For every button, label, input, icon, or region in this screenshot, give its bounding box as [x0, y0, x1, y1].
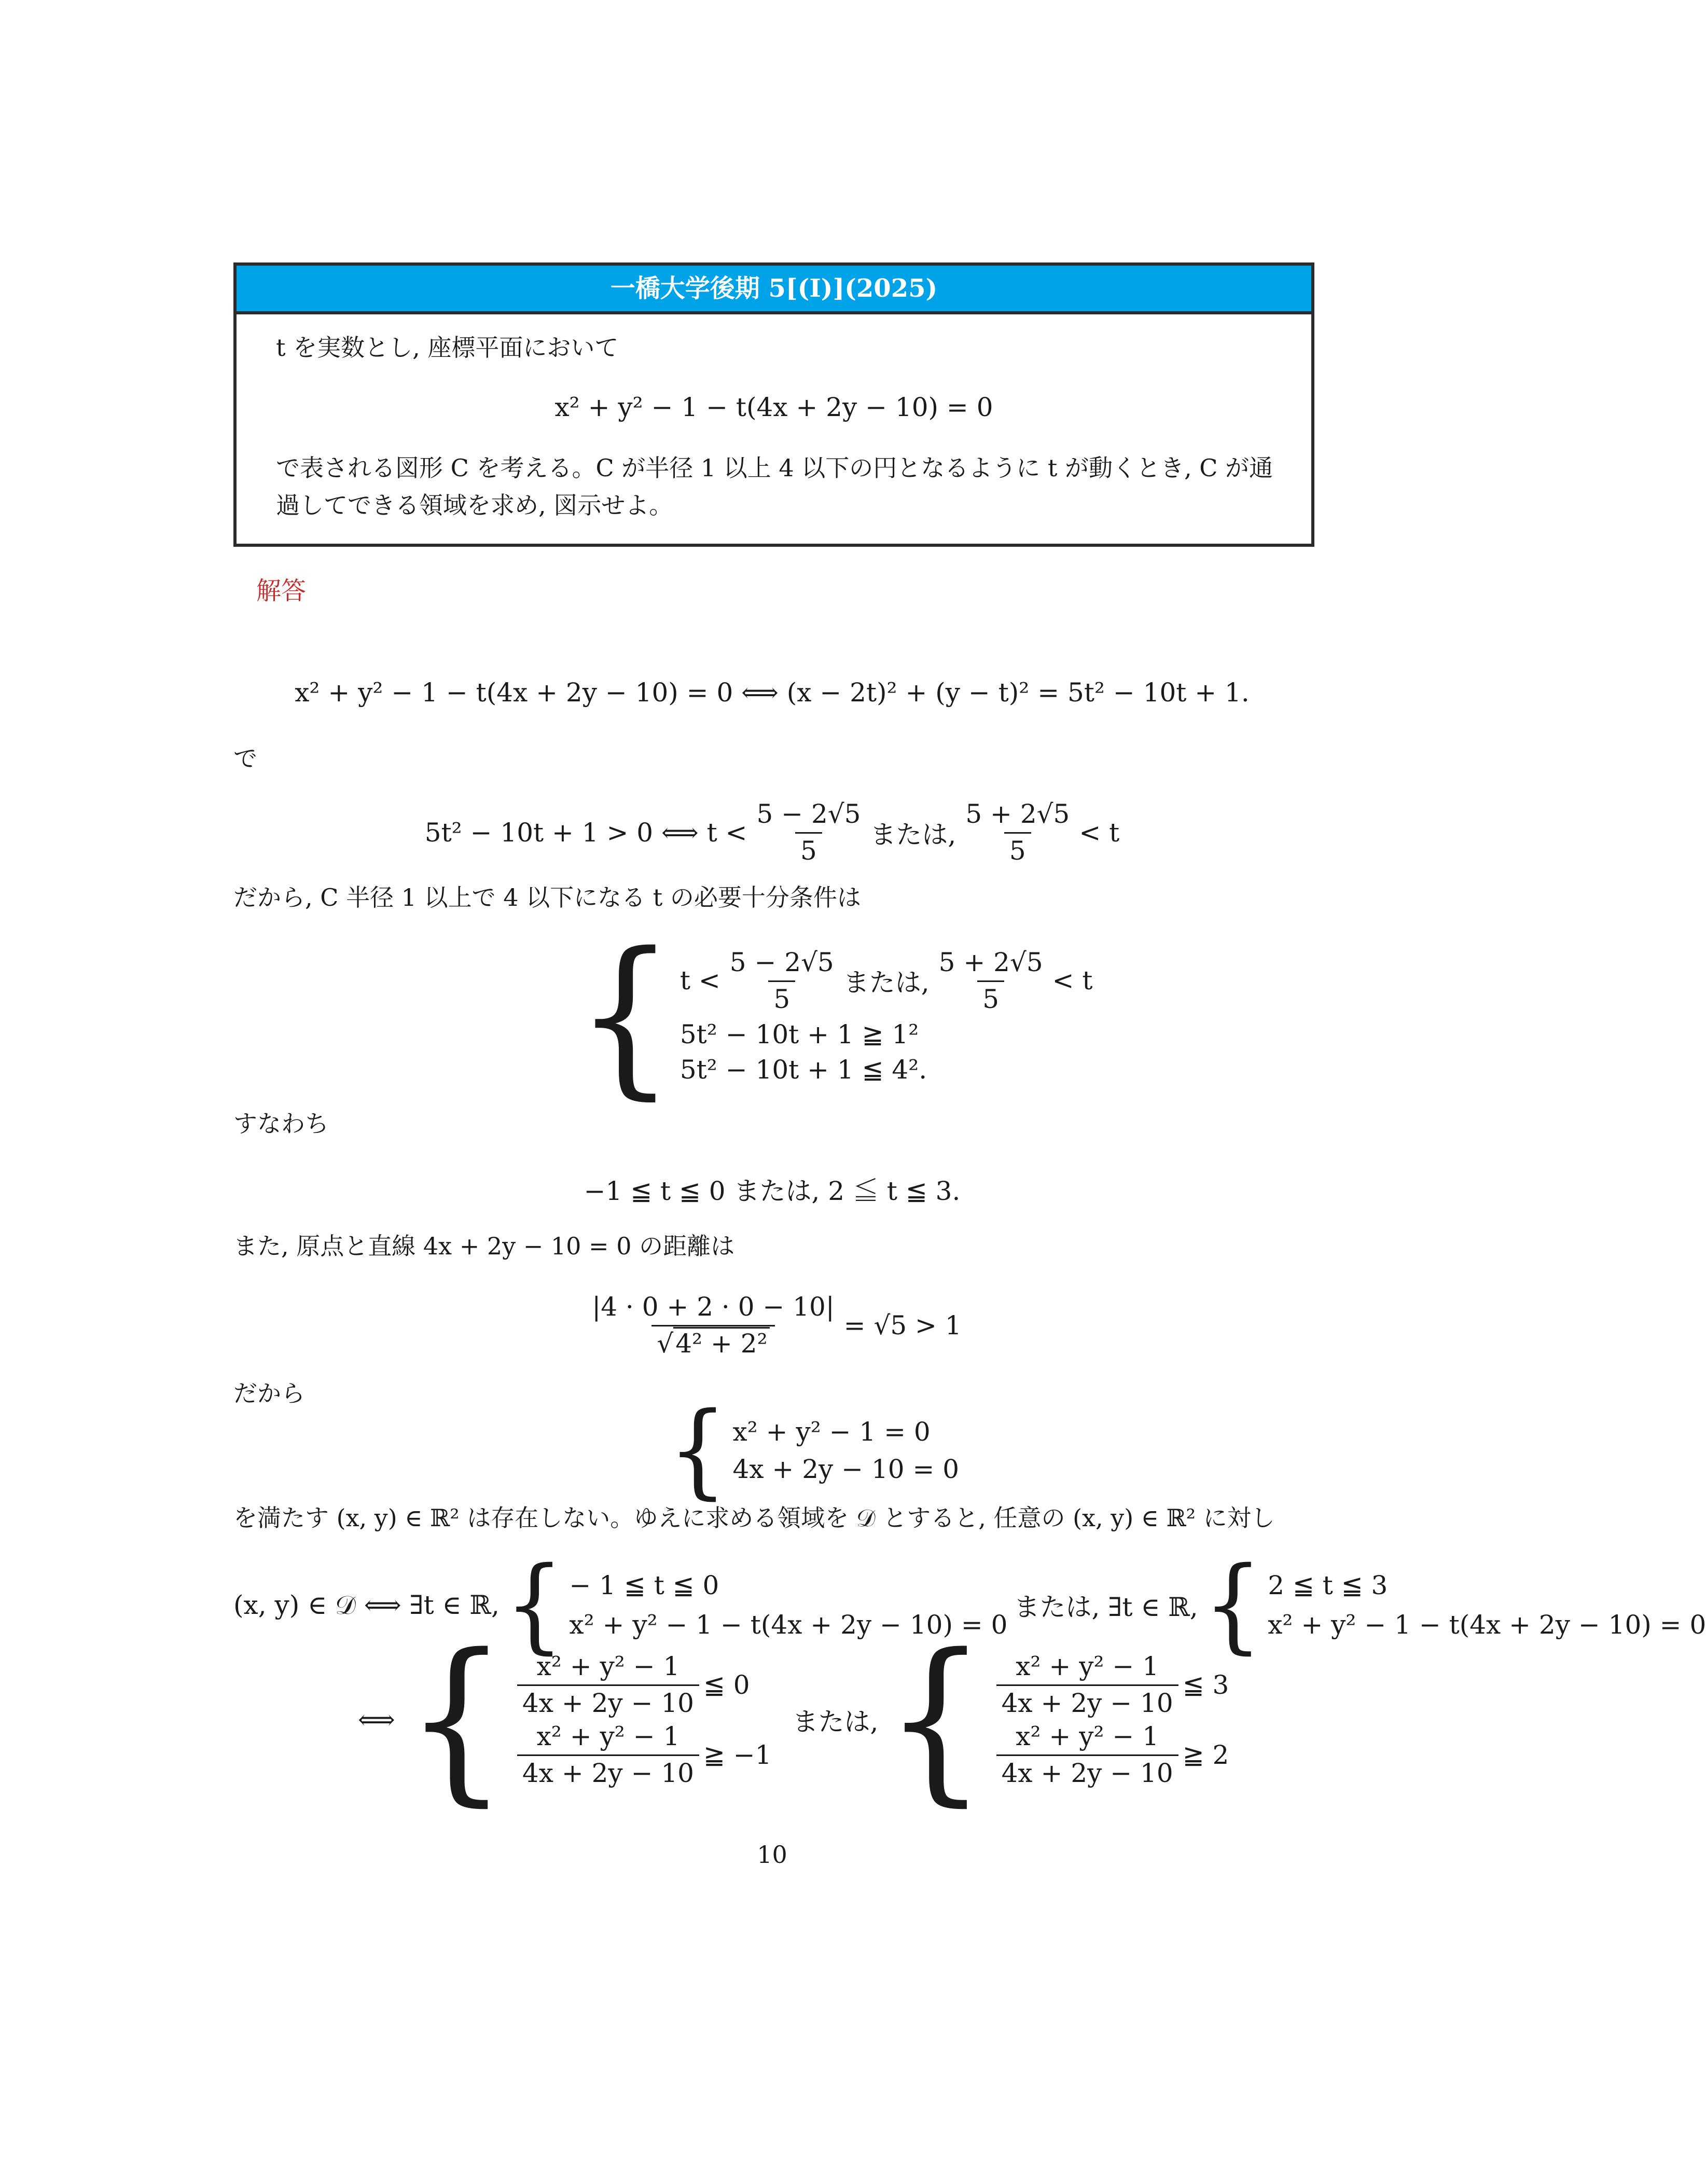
sqrt-icon: √	[657, 1329, 674, 1359]
sys1-frac-minus-den: 5	[768, 980, 795, 1014]
distance-radicand: 4² + 2²	[673, 1327, 769, 1359]
quotient-b-2	[992, 1721, 1229, 1788]
sys1-fraction-minus	[725, 947, 839, 1014]
text-de: で	[233, 744, 257, 772]
big-a-line-2: x² + y² − 1 − t(4x + 2y − 10) = 0	[569, 1610, 1008, 1640]
q-a2-rel: ≧ −1	[703, 1739, 772, 1770]
problem-box	[233, 262, 1314, 547]
q-b1-rel: ≦ 3	[1182, 1669, 1229, 1700]
problem-equation: x² + y² − 1 − t(4x + 2y − 10) = 0	[554, 392, 993, 422]
fraction-minus-denominator: 5	[795, 832, 822, 866]
system-1-line-2: 5t² − 10t + 1 ≧ 1²	[679, 1019, 919, 1049]
q-b1-den: 4x + 2y − 10	[996, 1684, 1178, 1718]
text-sunawachi: すなわち	[233, 1110, 329, 1138]
q-a1-num: x² + y² − 1	[536, 1651, 680, 1681]
distance-formula	[0, 1292, 1544, 1359]
left-brace-icon: {	[884, 1616, 987, 1822]
or-text: または,	[870, 819, 956, 850]
q-or: または,	[792, 1707, 879, 1737]
answer-label: 解答	[256, 576, 307, 605]
fraction-plus	[960, 799, 1075, 866]
region-text: を満たす (x, y) ∈ ℝ² は存在しない。ゆえに求める領域を 𝒟 とすると, 任意の (x, y) ∈ ℝ² に対し	[233, 1504, 1275, 1532]
system-1	[576, 916, 1093, 1115]
sys1-t-lt: t <	[679, 965, 720, 996]
quotient-a-1	[513, 1651, 772, 1718]
left-brace-icon: {	[1203, 1545, 1263, 1665]
sys1-lt-t: < t	[1052, 965, 1093, 996]
quotient-a-2	[513, 1721, 772, 1788]
equation-2	[0, 799, 1544, 866]
q-a1-den: 4x + 2y − 10	[517, 1684, 699, 1718]
q-b1-num: x² + y² − 1	[1016, 1651, 1159, 1681]
big-b-line-2: x² + y² − 1 − t(4x + 2y − 10) = 0	[1268, 1610, 1706, 1640]
page-number: 10	[757, 1841, 787, 1869]
system-1-line-1	[680, 947, 1093, 1014]
problem-line-2: で表される図形 C を考える。C が半径 1 以上 4 以下の円となるように t が動くとき, C が通	[276, 454, 1273, 482]
fraction-minus	[751, 799, 866, 866]
iff-symbol: ⟺	[358, 1705, 395, 1735]
fraction-minus-numerator: 5 − 2√5	[756, 799, 861, 829]
fraction-plus-numerator: 5 + 2√5	[965, 799, 1070, 829]
sys1-frac-plus-num: 5 + 2√5	[938, 947, 1043, 977]
distance-fraction	[587, 1292, 839, 1359]
system-2-line-2: 4x + 2y − 10 = 0	[732, 1454, 960, 1484]
q-b2-den: 4x + 2y − 10	[996, 1754, 1178, 1788]
distance-denominator	[651, 1325, 774, 1359]
distance-numerator: |4 · 0 + 2 · 0 − 10|	[592, 1292, 835, 1322]
system-1-line-3: 5t² − 10t + 1 ≦ 4².	[679, 1054, 927, 1085]
problem-line-3: 過してできる領域を求め, 図示せよ。	[276, 491, 673, 519]
sys1-frac-plus-den: 5	[977, 980, 1004, 1014]
left-brace-icon: {	[668, 1390, 728, 1510]
problem-header: 一橋大学後期 5[(I)](2025)	[237, 266, 1311, 314]
condition-text: だから, C 半径 1 以上で 4 以下になる t の必要十分条件は	[233, 883, 861, 911]
distance-text: また, 原点と直線 4x + 2y − 10 = 0 の距離は	[233, 1232, 735, 1260]
left-brace-icon: {	[576, 916, 675, 1115]
q-b2-num: x² + y² − 1	[1016, 1721, 1159, 1751]
system-2-line-1: x² + y² − 1 = 0	[732, 1417, 931, 1447]
lt-t: < t	[1079, 817, 1120, 848]
distance-rhs: = √5 > 1	[843, 1310, 962, 1340]
q-a1-rel: ≦ 0	[703, 1669, 750, 1700]
q-a2-den: 4x + 2y − 10	[517, 1754, 699, 1788]
big-lhs: (x, y) ∈ 𝒟 ⟺ ∃t ∈ ℝ,	[233, 1589, 500, 1620]
eq2-left: 5t² − 10t + 1 > 0 ⟺ t <	[424, 817, 747, 848]
q-b2-rel: ≧ 2	[1182, 1739, 1229, 1770]
quotient-b-1	[992, 1651, 1229, 1718]
system-2	[668, 1390, 960, 1510]
left-brace-icon: {	[504, 1545, 564, 1665]
big-b-line-1: 2 ≦ t ≦ 3	[1268, 1570, 1388, 1600]
big-mid: または, ∃t ∈ ℝ,	[1014, 1592, 1198, 1622]
sys1-frac-minus-num: 5 − 2√5	[729, 947, 834, 977]
range-equation: −1 ≦ t ≦ 0 または, 2 ≦ t ≦ 3.	[584, 1176, 961, 1206]
left-brace-icon: {	[405, 1616, 508, 1822]
sys1-fraction-plus	[934, 947, 1048, 1014]
q-a2-num: x² + y² − 1	[536, 1721, 680, 1751]
problem-line-1: t を実数とし, 座標平面において	[276, 334, 619, 362]
sys1-or: または,	[843, 967, 930, 998]
equation-1: x² + y² − 1 − t(4x + 2y − 10) = 0 ⟺ (x − 2t)² + (y − t)² = 5t² − 10t + 1.	[295, 678, 1250, 708]
big-a-line-1: − 1 ≦ t ≦ 0	[569, 1570, 719, 1600]
fraction-plus-denominator: 5	[1004, 832, 1031, 866]
text-dakara: だから	[233, 1379, 305, 1407]
